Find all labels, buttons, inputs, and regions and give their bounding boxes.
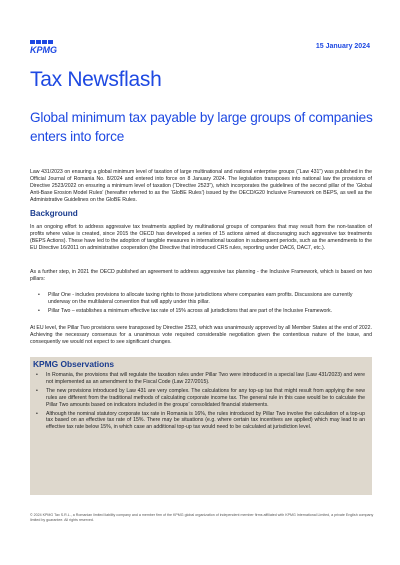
list-item: • Although the nominal statutory corporate tax rate in Romania is 16%, the rules introduced by Pillar Two involve the calculation of a top-up tax based on an effective tax rate of 15%. There may be situations (e.g. where certain tax incentives are applied) which may lead to an effective tax rate below 15%, in which case an additional top-up tax would need to be calculated at jurisdiction level.	[33, 411, 365, 432]
page-title: Tax Newsflash	[30, 68, 162, 91]
observations-list	[33, 372, 365, 433]
list-item: • Pillar Two – establishes a minimum effective tax rate of 15% across all jurisdictions that are part of the Inclusive Framework.	[38, 308, 370, 315]
background-paragraph-3: At EU level, the Pillar Two provisions were transposed by Directive 2523, which was unanimously approved by all Member States at the end of 2022. Achieving the necessary consensus for a unanimous vote required considerable negotiation given the contentious nature of the issue, and consequently we would not expect to see significant changes.	[30, 325, 372, 345]
footer-copyright: © 2024 KPMG Tax S.R.L., a Romanian limited liability company and a member firm of the KPMG global organization of independent member firms affiliated with KPMG International Limited, a private English company limited by guarantee. All rights reserved.	[30, 513, 374, 522]
page-subtitle: Global minimum tax payable by large groups of companies enters into force	[30, 110, 373, 144]
background-paragraph-1: In an ongoing effort to address aggressive tax treatments applied by multinational groups of companies that may result from the non-taxation of profits where value is created, since 2015 the OECD has developed a series of 15 actions aimed at discouraging such aggressive tax treatments (BEPS Actions). These have led to the adoption of tangible measures in international taxation in subsequent periods, such as the amendments to the EU Directive 16/2011 on administrative cooperation (the Directive that introduced CRS rules, reporting under DAC6, DAC7, etc.).	[30, 224, 372, 251]
pillars-list	[38, 292, 370, 317]
publication-date: 15 January 2024	[315, 43, 370, 50]
list-item: • The new provisions introduced by Law 431 are very complex. The calculations for any top-up tax that might result from applying the new rules are different from the traditional methods of calculating corporate income tax. The general rule in this case would be to calculate the Pillar Two amounts based on indicators included in the groups’ consolidated financial statements.	[33, 388, 365, 409]
kpmg-logo	[30, 40, 70, 54]
list-item: • Pillar One - includes provisions to allocate taxing rights to those jurisdictions where companies earn profits. Discussions are currently underway on the multilateral convention that will apply under this pillar.	[38, 292, 370, 306]
list-item: • In Romania, the provisions that will regulate the taxation rules under Pillar Two were introduced in a special law (Law 431/2023) and were not implemented as an amendment to the Fiscal Code (Law 227/2015).	[33, 372, 365, 386]
background-paragraph-2: As a further step, in 2021 the OECD published an agreement to address aggressive tax planning - the Inclusive Framework, which is based on two pillars:	[30, 269, 372, 282]
background-heading: Background	[30, 209, 78, 218]
observations-heading: KPMG Observations	[33, 359, 114, 369]
svg-text:KPMG: KPMG	[30, 45, 57, 54]
intro-paragraph: Law 431/2023 on ensuring a global minimum level of taxation of large multinational and national enterprise groups (“Law 431”) was published in the Official Journal of Romania No. 8/2024 and entered into force on 8 January 2024. The legislation transposes into national law the provisions of Directive 2523/2022 on ensuring a minimum level of taxation (“Directive 2523”), which incorporates the guidelines of the second pillar of the ‘Global Anti-Base Erosion Model Rules’ (hereafter referred to as the ‘GloBE Rules’) issued by the OECD/G20 Inclusive Framework on BEPS, as well as the Administrative Guidelines on the GloBE Rules.	[30, 169, 372, 203]
